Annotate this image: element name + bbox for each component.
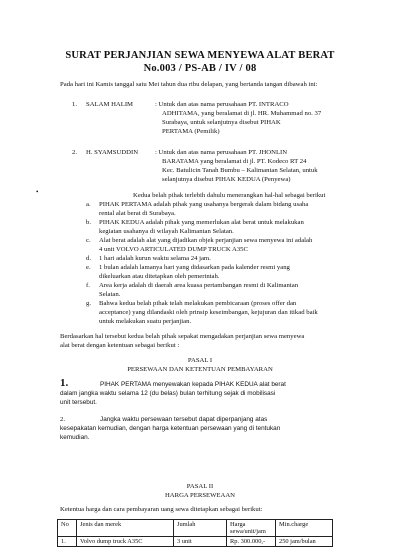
pasal1-item-line: unit tersebut. [60, 399, 97, 406]
party1-line: PERTAMA (Pemilik) [162, 128, 220, 135]
table-header-cell: Harga sewa/unit/jam [227, 520, 276, 537]
point-line: Selatan. [99, 291, 121, 298]
point-line: 1 hari adalah kurun waktu selama 24 jam. [99, 255, 211, 262]
point-line: PIHAK KEDUA adalah pihak yang memerlukan alat berat untuk melakukan [99, 219, 304, 226]
table-header-row [58, 520, 333, 537]
pasal1-item-line: PIHAK PERTAMA menyewakan kepada PIHAK KEDUA alat berat [100, 381, 286, 388]
party1-line: : Untuk dan atas nama perusahaan PT. INTRACO [155, 101, 289, 108]
table-header-cell: Jenis dan merek [77, 520, 174, 537]
pasal1-item-line: kesepakatan kemudian, dengan harga ketentuan persewaan yang di tentukan [60, 425, 281, 432]
point-label: e. [86, 264, 91, 271]
point-label: c. [86, 237, 91, 244]
point-line: 1 bulan adalah lamanya hari yang didasarkan pada kalender resmi yang [99, 264, 290, 271]
closing-line: alat berat dengan ketentuan sebagai berikut : [60, 342, 180, 349]
point-line: kegiatan usahanya di wilayah Kalimantan Selatan. [99, 228, 234, 235]
table-header-cell: Jumlah [174, 520, 227, 537]
point-line: Alat berat adalah alat yang dijadikan objek perjanjian sewa menyewa ini adalah [99, 237, 313, 244]
document-number: No.003 / PS-AB / IV / 08 [143, 63, 257, 74]
intro-paragraph: Pada hari ini Kamis tanggal satu Mei tahun dua ribu delapan, yang bertanda tangan dibawah ini: [60, 81, 318, 88]
party2-line: selanjutnya disebut PIHAK KEDUA (Penyewa) [162, 176, 291, 183]
table-cell: Rp. 300.000,- [227, 537, 276, 547]
party2-line: BARATAMA yang beralamat di jl. PT. Kodeco RT 24 [162, 158, 307, 165]
point-line: untuk melakukan suatu perjanjian. [99, 318, 192, 325]
point-label: d. [86, 255, 92, 262]
table-cell: 3 unit [174, 537, 227, 547]
point-line: Bahwa kedua belah pihak telah melakukan pembicaraan (proses offer dan [99, 300, 297, 307]
pasal2-subheading: HARGA PERSEWEAAN [164, 492, 236, 499]
table-header-cell: No [58, 520, 77, 537]
party1-line: ADHITAMA, yang beralamat di jl. HR. Muhammad no. 37 [162, 110, 322, 117]
closing-line: Berdasarkan hal tersebut kedua belah pihak sepakat mengadakan perjanjian sewa menyewa [60, 333, 305, 340]
price-table [57, 519, 333, 547]
party2-line: : Untuk dan atas nama perusahaan PT. JHONLIN [155, 149, 288, 156]
point-line: rental alat berat di Surabaya. [99, 210, 176, 217]
party2-name: H. SYAMSUDDIN [86, 149, 139, 156]
pasal2-heading: PASAL II [186, 483, 214, 490]
table-row [58, 537, 333, 547]
agreement-intro: Kedua belah pihak terlebih dahulu menerangkan hal-hal sebagai berikut [133, 192, 326, 199]
pasal1-item-number: 2. [60, 416, 66, 423]
bullet-marker: • [36, 188, 39, 196]
point-label: f. [86, 282, 90, 289]
pasal1-item-line: dalam jangka waktu selama 12 (du belas) bulan terhitung sejak di mobilisasi [60, 390, 276, 397]
point-line: acceptance) yang dilandaski oleh prinsip keseimbangan, kejujuran dan itikad baik [99, 309, 318, 316]
pasal2-intro: Ketentua harga dan cara pembayaran uang sewa ditetapkan sebagai berikut: [60, 506, 263, 513]
point-label: g. [86, 300, 92, 307]
party2-number: 2. [72, 149, 78, 156]
point-label: a. [86, 201, 91, 208]
point-line: 4 unit VOLVO ARTICULATED DUMP TRUCK A35C [99, 246, 248, 253]
pasal1-item-number: 1. [60, 377, 69, 389]
document-title: SURAT PERJANJIAN SEWA MENYEWA ALAT BERAT [65, 50, 335, 61]
table-cell: 1. [58, 537, 77, 547]
pasal1-subheading: PERSEWAAN DAN KETENTUAN PEMBAYARAN [127, 366, 273, 373]
table-header-cell: Min.charge [276, 520, 333, 537]
party1-name: SALAM HALIM [86, 101, 133, 108]
point-line: dikeluarkan atau ditetapkan oleh pemerintah. [99, 273, 220, 280]
party2-line: Kec. Batulicin Tanah Bumbu – Kalimantan Selatan, untuk [162, 167, 318, 174]
pasal1-heading: PASAL I [187, 357, 213, 364]
point-line: Area kerja adalah di daerah area kuasa pertambangan resmi di Kalimantan [99, 282, 299, 289]
pasal1-item-line: kemudian. [60, 434, 90, 441]
point-label: b. [86, 219, 92, 226]
party1-number: 1. [72, 101, 78, 108]
party1-line: Surabaya, untuk selanjutnya disebut PIHAK [162, 119, 281, 126]
table-cell: Volvo dump truck A35C [77, 537, 174, 547]
table-cell: 250 jam/bulan [276, 537, 333, 547]
pasal1-item-line: Jangka waktu persewaan tersebut dapat diperpanjang atas [100, 416, 268, 423]
point-line: PIHAK PERTAMA adalah pihak yang usahanya bergerak dalam bidang usaha [99, 201, 309, 208]
